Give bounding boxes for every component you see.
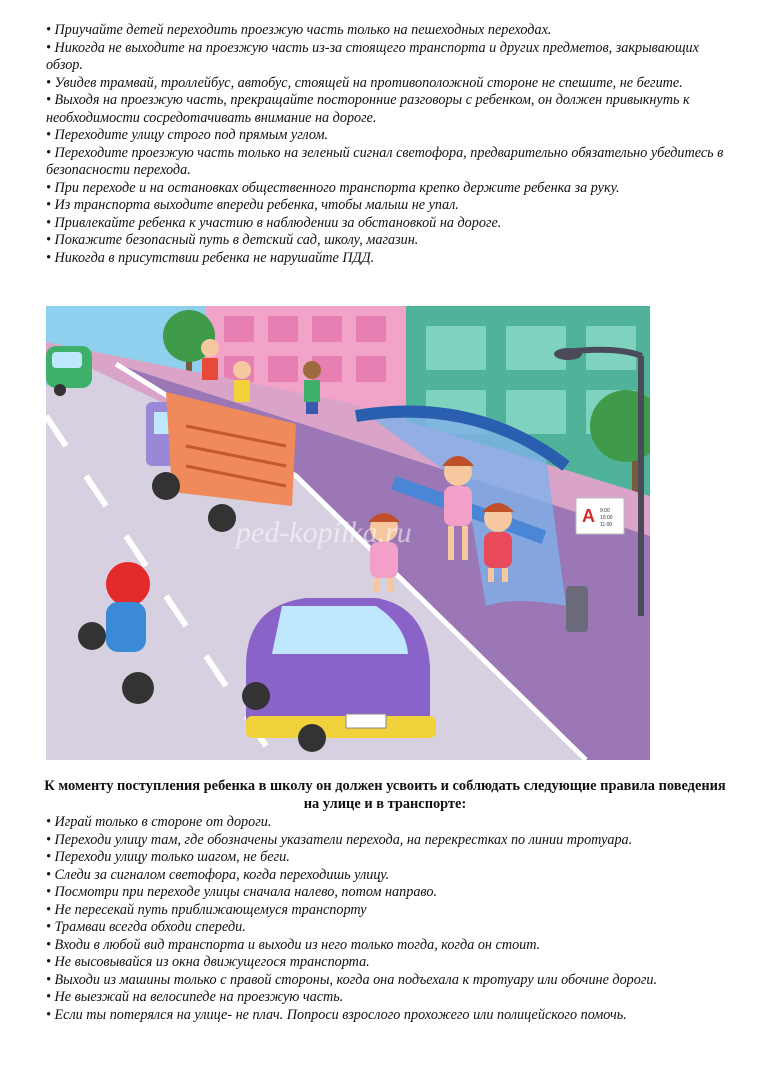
list-item: • Если ты потерялся на улице- не плач. Попроси взрослого прохожего или полицейского помочь.: [46, 1006, 627, 1023]
list-item: • Не пересекай путь приближающемуся транспорту: [46, 901, 367, 918]
list-item: • Следи за сигналом светофора, когда переходишь улицу.: [46, 866, 390, 883]
list-item: • Переходи улицу только шагом, не беги.: [46, 849, 290, 865]
child-figure: [233, 361, 251, 402]
trash-bin: [566, 586, 588, 632]
list-item: • Выходи из машины только с правой стороны, когда она подъехала к тротуару или обочине дороги.: [46, 971, 658, 988]
parent-rules-list: [46, 22, 726, 267]
sign-letter: А: [582, 506, 595, 526]
purple-car: [242, 598, 436, 752]
list-item: • Никогда в присутствии ребенка не нарушайте ПДД.: [46, 249, 375, 266]
list-item: • Не высовывайся из окна движущегося транспорта.: [46, 954, 370, 970]
list-item: • Привлекайте ребенка к участию в наблюдении за обстановкой на дороге.: [46, 214, 502, 231]
list-item: • Переходите улицу строго под прямым углом.: [46, 127, 329, 143]
list-item: • Играй только в стороне от дороги.: [46, 814, 272, 830]
list-item: • Входи в любой вид транспорта и выходи из него только тогда, когда он стоит.: [46, 936, 541, 953]
sign-time: 11:00: [600, 522, 613, 528]
section-heading: К моменту поступления ребенка в школу он должен усвоить и соблюдать следующие правила поведения на улице и в транспорте:: [44, 778, 726, 812]
list-item: • Трамваи всегда обходи спереди.: [46, 919, 246, 935]
list-item: • Переходите проезжую часть только на зеленый сигнал светофора, предварительно обязательно убедитесь в безопасности перехода.: [46, 144, 724, 178]
list-item: • Покажите безопасный путь в детский сад, школу, магазин.: [46, 232, 419, 248]
child-figure: [201, 339, 219, 380]
list-item: • Посмотри при переходе улицы сначала налево, потом направо.: [46, 884, 438, 900]
street-illustration: [46, 306, 650, 760]
child-rules-list: [46, 814, 726, 1024]
list-item: • Увидев трамвай, троллейбус, автобус, стоящей на противоположной стороне не спешите, не бегите.: [46, 74, 683, 91]
list-item: • Выходя на проезжую часть, прекращайте посторонние разговоры с ребенком, он должен привыкнуть к необходимости сосредотачивать внимание на дороге.: [46, 92, 690, 126]
watermark: ped-kopilka.ru: [236, 516, 412, 549]
sign-time: 10:00: [600, 515, 613, 521]
list-item: • Переходи улицу там, где обозначены указатели перехода, на перекрестках по линии тротуара.: [46, 831, 633, 848]
list-item: • Никогда не выходите на проезжую часть из-за стоящего транспорта и других предметов, закрывающих обзор.: [46, 39, 699, 73]
sign-time: 9:00: [600, 508, 610, 514]
bus-stop-sign: [576, 498, 624, 534]
list-item: • Приучайте детей переходить проезжую часть только на пешеходных переходах.: [46, 22, 552, 38]
list-item: • Не выезжай на велосипеде на проезжую часть.: [46, 989, 344, 1005]
list-item: • Из транспорта выходите впереди ребенка, чтобы малыш не упал.: [46, 197, 459, 213]
list-item: • При переходе и на остановках общественного транспорта крепко держите ребенка за руку.: [46, 179, 620, 196]
